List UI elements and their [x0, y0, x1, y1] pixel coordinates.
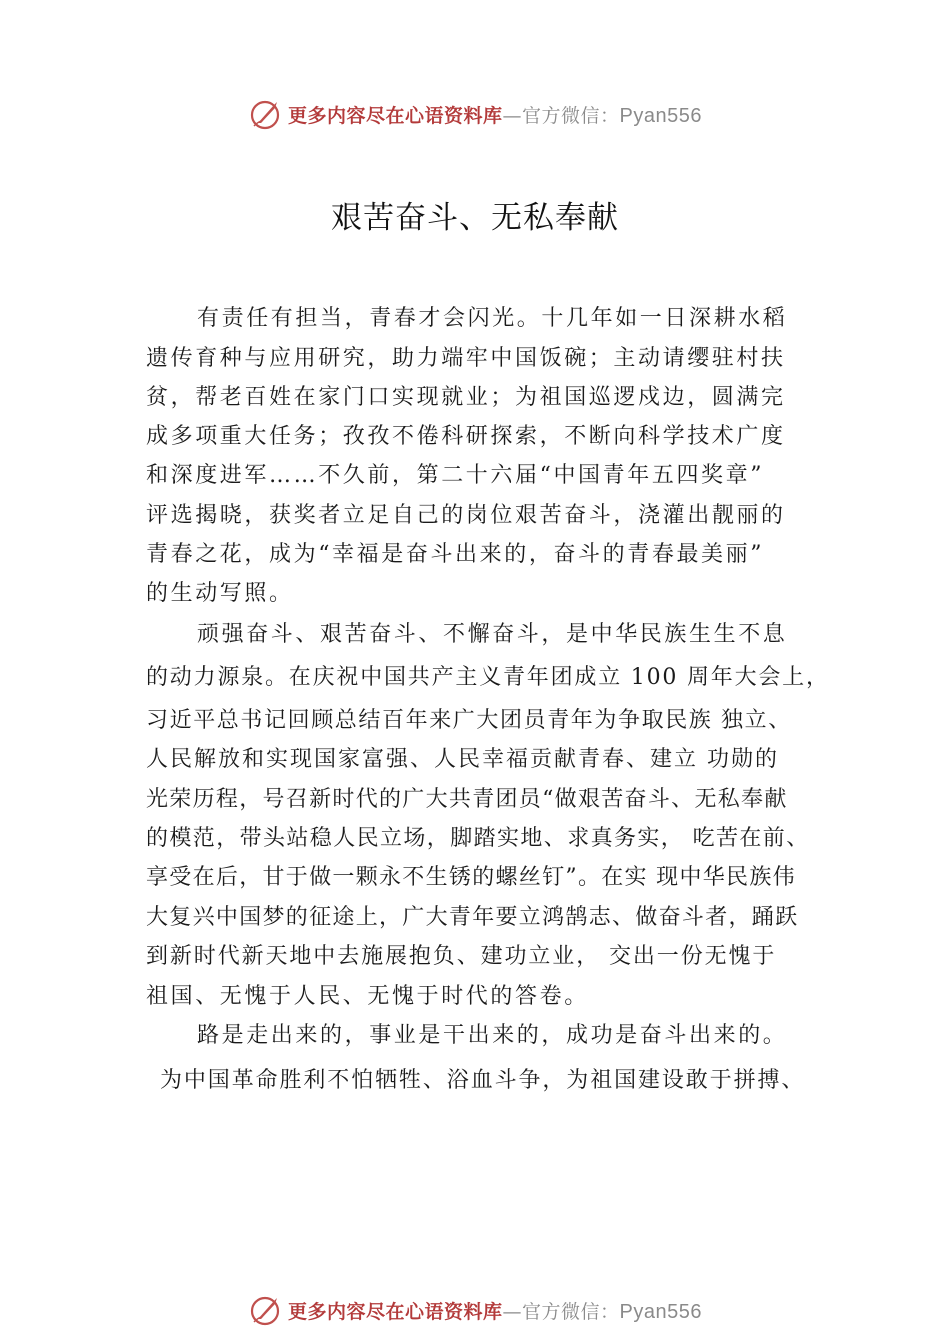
watermark-label: 官方微信：	[522, 1300, 620, 1323]
body-line: 的生动写照。	[146, 581, 294, 606]
body-line: 评选揭晓，获奖者立足自己的岗位艰苦奋斗，浇灌出靓丽的	[146, 503, 786, 528]
body-line: 路是走出来的，事业是干出来的，成功是奋斗出来的。	[197, 1023, 788, 1048]
watermark-text	[288, 1297, 702, 1324]
body-line: 的模范，带头站稳人民立场，脚踏实地、求真务实， 吃苦在前、	[146, 826, 810, 851]
watermark-dash: —	[502, 1300, 523, 1323]
body-line: 成多项重大任务；孜孜不倦科研探索，不断向科学技术广度	[146, 424, 786, 449]
body-line: 到新时代新天地中去施展抱负、建功立业， 交出一份无愧于	[146, 944, 777, 969]
body-line: 人民解放和实现国家富强、人民幸福贡献青春、建立 功勋的	[146, 747, 779, 772]
body-line: 顽强奋斗、艰苦奋斗、不懈奋斗，是中华民族生生不息	[197, 622, 788, 647]
body-line: 享受在后，甘于做一颗永不生锈的螺丝钉”。在实 现中华民族伟	[146, 865, 796, 890]
watermark-wechat-id: Pyan556	[619, 1300, 702, 1323]
body-line: 遗传育种与应用研究，助力端牢中国饭碗；主动请缨驻村扶	[146, 346, 786, 371]
watermark-banner-bottom	[0, 1290, 950, 1330]
body-line: 和深度进军……不久前，第二十六届“中国青年五四奖章”	[146, 463, 765, 488]
body-line: 大复兴中国梦的征途上，广大青年要立鸿鹄志、做奋斗者，踊跃	[146, 905, 799, 930]
watermark-dash: —	[502, 104, 523, 127]
quill-logo-icon	[248, 1292, 284, 1328]
watermark-banner-top	[0, 94, 950, 134]
body-line: 习近平总书记回顾总结百年来广大团员青年为争取民族 独立、	[146, 708, 792, 733]
body-line: 光荣历程，号召新时代的广大共青团员“做艰苦奋斗、无私奉献	[146, 787, 788, 812]
body-line: 为中国革命胜利不怕牺牲、浴血斗争，为祖国建设敢于拼搏、	[160, 1068, 806, 1093]
quill-logo-icon	[248, 96, 284, 132]
watermark-site: 更多内容尽在心语资料库	[288, 1300, 503, 1323]
body-line: 青春之花，成为“幸福是奋斗出来的，奋斗的青春最美丽”	[146, 542, 765, 567]
document-title: 艰苦奋斗、无私奉献	[331, 200, 619, 236]
watermark-label: 官方微信：	[522, 104, 620, 127]
body-line: 祖国、无愧于人民、无愧于时代的答卷。	[146, 984, 589, 1009]
body-line: 的动力源泉。在庆祝中国共产主义青年团成立 100 周年大会上，	[146, 665, 830, 690]
body-line: 有责任有担当，青春才会闪光。十几年如一日深耕水稻	[197, 306, 788, 331]
watermark-wechat-id: Pyan556	[619, 104, 702, 127]
body-line: 贫，帮老百姓在家门口实现就业；为祖国巡逻戍边，圆满完	[146, 385, 786, 410]
watermark-site: 更多内容尽在心语资料库	[288, 104, 503, 127]
watermark-text	[288, 101, 702, 128]
